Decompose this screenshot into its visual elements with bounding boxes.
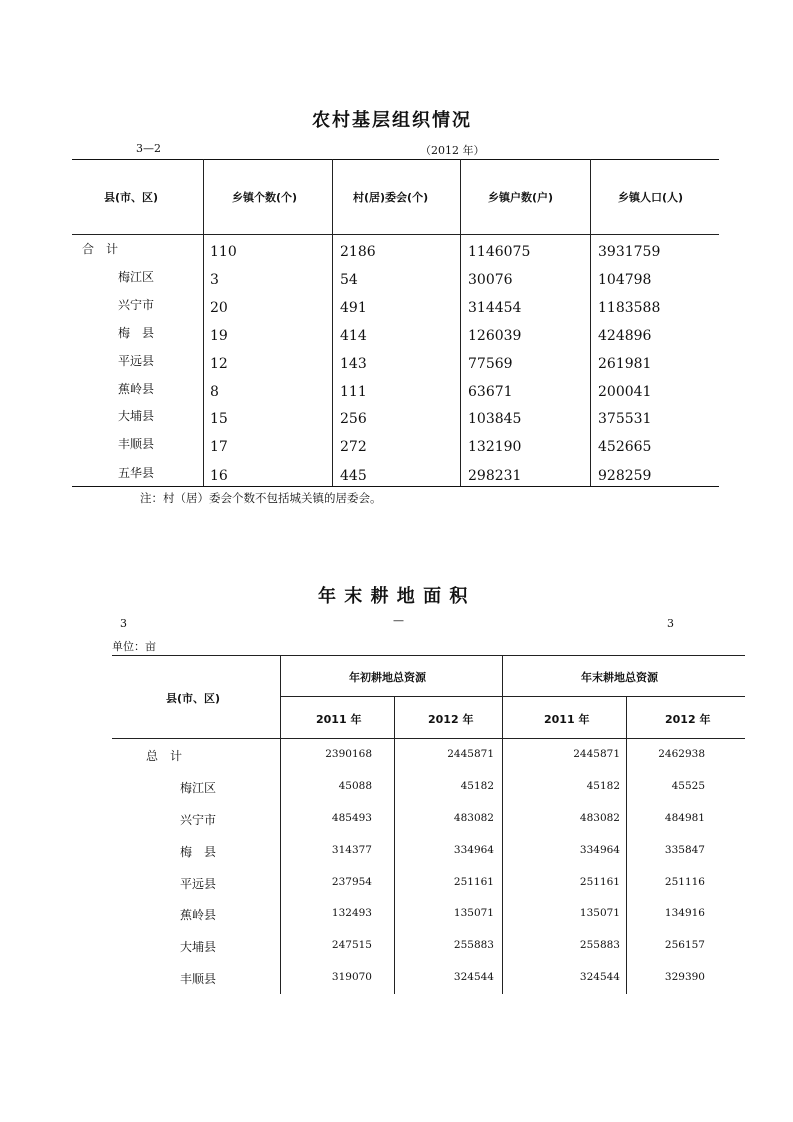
- table2-cell: 251116: [664, 876, 705, 888]
- table1-cell: 445: [340, 468, 367, 484]
- table1-cell: 143: [340, 356, 367, 372]
- table2-cell: 45525: [671, 780, 705, 792]
- table1-header-households: 乡镇户数(户): [488, 191, 554, 204]
- table1-row-label: 大埔县: [118, 409, 155, 423]
- table2-cell: 483082: [579, 812, 620, 824]
- table1-cell: 111: [340, 384, 367, 400]
- table2-cell: 247515: [331, 939, 372, 951]
- table1-cell: 103845: [468, 411, 522, 427]
- table1-cell: 928259: [598, 468, 652, 484]
- table2-cell: 324544: [579, 971, 620, 983]
- table1-header-towns: 乡镇个数(个): [232, 191, 298, 204]
- table2-cell: 484981: [664, 812, 705, 824]
- table2-cell: 251161: [453, 876, 494, 888]
- table2-cell: 45182: [586, 780, 620, 792]
- table2-cell: 2445871: [447, 748, 494, 760]
- table2-row-label: 蕉岭县: [180, 908, 217, 922]
- table1-cell: 452665: [598, 439, 652, 455]
- table2-cell: 132493: [331, 907, 372, 919]
- table1-row-label: 梅 县: [118, 326, 155, 340]
- table1-cell: 104798: [598, 272, 652, 288]
- table2-cell: 2462938: [658, 748, 705, 760]
- table2-row-label: 大埔县: [180, 940, 217, 954]
- table2-unit: 单位：亩: [112, 640, 156, 653]
- table1-cell: 16: [210, 468, 228, 484]
- table2-title: 年 末 耕 地 面 积: [318, 586, 469, 607]
- table2-cell: 255883: [579, 939, 620, 951]
- table1-cell: 126039: [468, 328, 522, 344]
- table1-cell: 15: [210, 411, 228, 427]
- table1-cell: 8: [210, 384, 219, 400]
- table1-cell: 424896: [598, 328, 652, 344]
- table2-cell: 134916: [664, 907, 705, 919]
- table1-cell: 3931759: [598, 244, 661, 260]
- table2-cell: 255883: [453, 939, 494, 951]
- table2-cell: 329390: [664, 971, 705, 983]
- table1-number: 3—2: [136, 142, 161, 155]
- table1-cell: 54: [340, 272, 358, 288]
- table2-header-start-2011: 2011 年: [316, 713, 362, 726]
- table2-number-right: 3: [667, 617, 674, 630]
- table1-cell: 272: [340, 439, 367, 455]
- table2-row-label: 梅 县: [180, 845, 217, 859]
- table1-row-label: 梅江区: [118, 270, 155, 284]
- table2-row-label: 平远县: [180, 877, 217, 891]
- table1-cell: 1183588: [598, 300, 661, 316]
- table2-cell: 324544: [453, 971, 494, 983]
- table2-cell: 2445871: [573, 748, 620, 760]
- table1-row-label: 合 计: [82, 242, 119, 256]
- table1-header-county: 县(市、区): [104, 191, 159, 204]
- table2-cell: 485493: [331, 812, 372, 824]
- table1-row-label: 五华县: [118, 466, 155, 480]
- table2-cell: 483082: [453, 812, 494, 824]
- table2-cell: 45182: [460, 780, 494, 792]
- table1-cell: 314454: [468, 300, 522, 316]
- table2-number-left: 3: [120, 617, 127, 630]
- table1-row-label: 丰顺县: [118, 437, 155, 451]
- table1-cell: 17: [210, 439, 228, 455]
- table2-cell: 256157: [664, 939, 705, 951]
- table2-header-start-total: 年初耕地总资源: [349, 671, 426, 684]
- table2-cell: 237954: [331, 876, 372, 888]
- table1-cell: 2186: [340, 244, 376, 260]
- table2-header-county: 县(市、区): [166, 692, 221, 705]
- table2-row-label: 梅江区: [180, 781, 217, 795]
- table1-cell: 12: [210, 356, 228, 372]
- table1-cell: 20: [210, 300, 228, 316]
- table2-cell: 135071: [579, 907, 620, 919]
- table2-cell: 45088: [338, 780, 372, 792]
- table1-cell: 414: [340, 328, 367, 344]
- table1-cell: 132190: [468, 439, 522, 455]
- table1-row-label: 兴宁市: [118, 298, 155, 312]
- table2-cell: 2390168: [325, 748, 372, 760]
- table2-cell: 135071: [453, 907, 494, 919]
- table1-cell: 77569: [468, 356, 513, 372]
- table1-cell: 491: [340, 300, 367, 316]
- table1-cell: 3: [210, 272, 219, 288]
- table2-row-label: 总 计: [146, 749, 183, 763]
- table1-cell: 110: [210, 244, 237, 260]
- table2-header-end-2012: 2012 年: [665, 713, 711, 726]
- table1-cell: 261981: [598, 356, 652, 372]
- table1-title: 农村基层组织情况: [312, 110, 472, 131]
- table2-cell: 334964: [579, 844, 620, 856]
- table2-header-end-total: 年末耕地总资源: [581, 671, 658, 684]
- table1-cell: 298231: [468, 468, 522, 484]
- table1-cell: 30076: [468, 272, 513, 288]
- table2-header-start-2012: 2012 年: [428, 713, 474, 726]
- table1-cell: 375531: [598, 411, 652, 427]
- table1-row-label: 蕉岭县: [118, 382, 155, 396]
- table1-year: （2012 年）: [420, 144, 485, 157]
- table2-cell: 319070: [331, 971, 372, 983]
- table2-cell: 334964: [453, 844, 494, 856]
- table2-cell: 251161: [579, 876, 620, 888]
- table1-note: 注：村（居）委会个数不包括城关镇的居委会。: [140, 491, 382, 505]
- table2-row-label: 兴宁市: [180, 813, 217, 827]
- table2-cell: 335847: [664, 844, 705, 856]
- table2-row-label: 丰顺县: [180, 972, 217, 986]
- table2-header-end-2011: 2011 年: [544, 713, 590, 726]
- table1-cell: 256: [340, 411, 367, 427]
- table1-header-population: 乡镇人口(人): [618, 191, 684, 204]
- table1-header-committees: 村(居)委会(个): [353, 191, 429, 204]
- table2-cell: 314377: [331, 844, 372, 856]
- table1-row-label: 平远县: [118, 354, 155, 368]
- table1-cell: 19: [210, 328, 228, 344]
- table1-cell: 200041: [598, 384, 652, 400]
- table1-cell: 63671: [468, 384, 513, 400]
- table2-number-dash: —: [393, 614, 404, 627]
- table1-cell: 1146075: [468, 244, 531, 260]
